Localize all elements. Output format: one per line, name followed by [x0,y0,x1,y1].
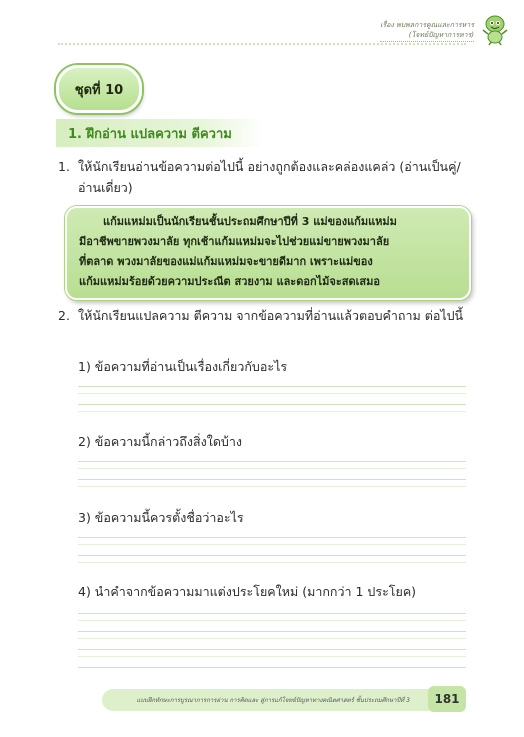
section-title: 1. ฝึกอ่าน แปลความ ตีความ [56,119,264,147]
question-2-number: 2. [58,308,70,323]
running-header [380,20,474,42]
page-number: 181 [428,686,466,712]
mascot-icon [480,12,510,46]
footer-text: แบบฝึกทักษะการบูรณาการการอ่าน การคิดและ สู่การแก้โจทย์ปัญหาทางคณิตศาสตร์ ชั้นประถมศึกษาปีที่ 3 [136,697,410,704]
answer-lines-1[interactable] [78,386,466,422]
footer-banner [102,689,464,711]
sub-question-4: 4) นำคำจากข้อความมาแต่งประโยคใหม่ (มากกว่า 1 ประโยค) [78,584,417,599]
answer-lines-4[interactable] [78,613,466,674]
header-line-1: เรื่อง พบพลการคูณและการหาร [380,21,474,29]
sub-question-3: 3) ข้อความนี้ควรตั้งชื่อว่าอะไร [78,510,244,525]
answer-lines-3[interactable] [78,537,466,573]
header-line-2: (โจทย์ปัญหาการหาร) [380,30,474,42]
sub-question-2: 2) ข้อความนี้กล่าวถึงสิ่งใดบ้าง [78,434,242,449]
set-badge: ชุดที่ 10 [56,65,142,113]
answer-lines-2[interactable] [78,461,466,497]
question-1-text: ให้นักเรียนอ่านข้อความต่อไปนี้ อย่างถูกต้องและคล่องแคล่ว (อ่านเป็นคู่/อ่านเดี่ยว) [78,159,461,195]
reading-passage [65,206,471,300]
passage-line: แก้มแหม่มเป็นนักเรียนชั้นประถมศึกษาปีที่ 3 แม่ของแก้มแหม่ม [103,215,397,228]
header-divider [58,43,466,45]
question-2-text: ให้นักเรียนแปลความ ตีความ จากข้อความที่อ่านแล้วตอบคำถาม ต่อไปนี้ [78,308,464,323]
passage-line: มีอาชีพขายพวงมาลัย ทุกเช้าแก้มแหม่มจะไปช่วยแม่ขายพวงมาลัย [79,235,390,248]
sub-question-1: 1) ข้อความที่อ่านเป็นเรื่องเกี่ยวกับอะไร [78,359,288,374]
question-1-number: 1. [58,159,70,174]
passage-line: แก้มแหม่มร้อยด้วยความประณีต สวยงาม และดอกไม้จะสดเสมอ [79,275,380,288]
passage-line: ที่ตลาด พวงมาลัยของแม่แก้มแหม่มจะขายดีมาก เพราะแม่ของ [79,255,373,268]
